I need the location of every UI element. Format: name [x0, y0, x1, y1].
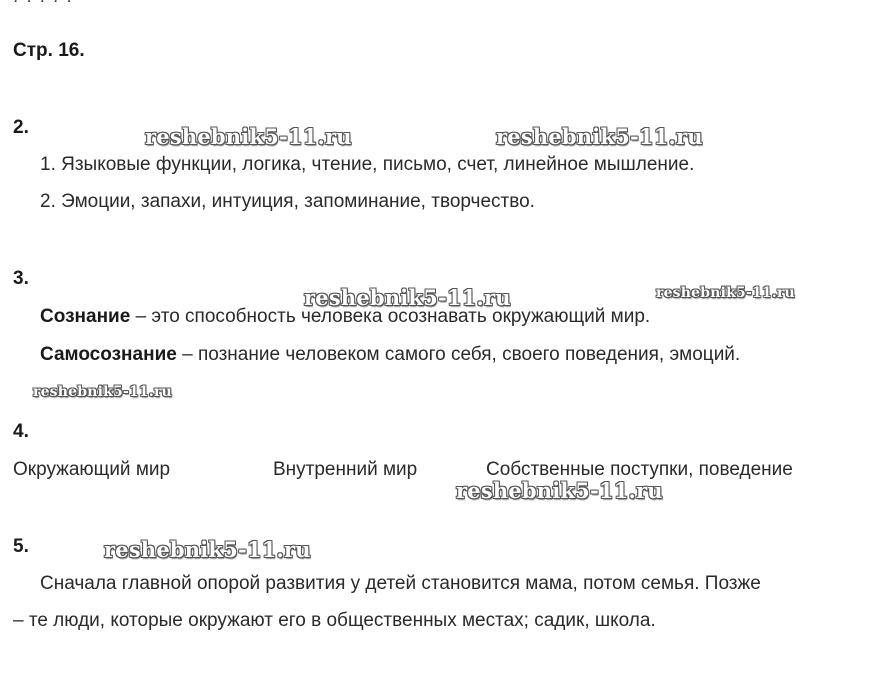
definition-consciousness-text: – это способность человека осознавать окружающий мир.: [130, 306, 651, 327]
task-4-column-outer-world: Окружающий мир: [13, 459, 171, 480]
task-4-column-own-actions: Собственные поступки, поведение: [486, 459, 793, 480]
page-label: Стр. 16.: [13, 40, 85, 61]
task-3-number: 3.: [13, 268, 29, 289]
task-5-line-1: Сначала главной опорой развития у детей становится мама, потом семья. Позже: [40, 573, 761, 594]
watermark: reshebnik5-11.ru: [656, 285, 795, 301]
watermark: reshebnik5-11.ru: [104, 537, 311, 562]
watermark: reshebnik5-11.ru: [33, 384, 172, 400]
task-3-definition-self-consciousness: [40, 344, 740, 366]
task-5-number: 5.: [13, 536, 29, 557]
term-consciousness: Сознание: [40, 306, 131, 327]
term-self-consciousness: Самосознание: [40, 344, 177, 365]
task-4-column-inner-world: Внутренний мир: [273, 459, 418, 480]
watermark: reshebnik5-11.ru: [456, 478, 663, 503]
task-2-number: 2.: [13, 117, 29, 138]
watermark: reshebnik5-11.ru: [304, 285, 511, 310]
top-cropped-fragment: · · · · ·: [14, 0, 75, 8]
watermark: reshebnik5-11.ru: [145, 124, 352, 149]
task-2-item-2: 2. Эмоции, запахи, интуиция, запоминание, творчество.: [40, 191, 535, 212]
task-5-line-2: – те люди, которые окружают его в общественных местах; садик, школа.: [13, 610, 656, 631]
definition-self-consciousness-text: – познание человеком самого себя, своего поведения, эмоций.: [176, 344, 741, 365]
task-2-item-1: 1. Языковые функции, логика, чтение, письмо, счет, линейное мышление.: [40, 154, 695, 175]
task-4-number: 4.: [13, 421, 29, 442]
watermark: reshebnik5-11.ru: [496, 124, 703, 149]
